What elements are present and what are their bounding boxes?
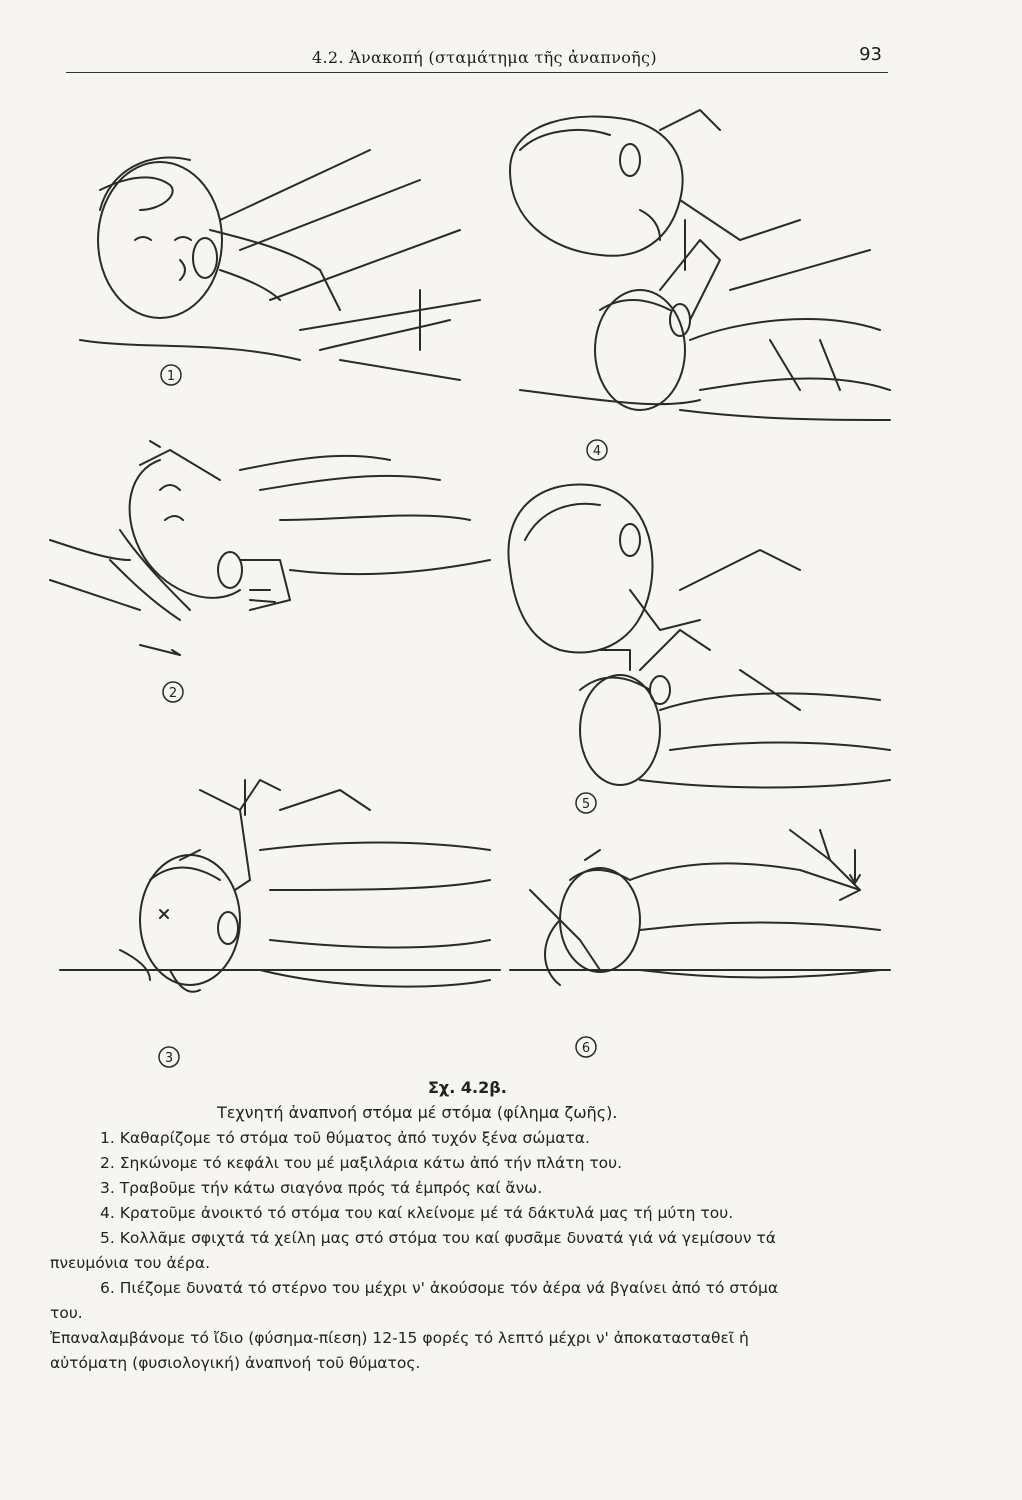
panel-5-drawing xyxy=(508,484,890,787)
step-3: 3. Τραβοῦμε τήν κάτω σιαγόνα πρός τά ἐμπρός καί ἄνω. xyxy=(100,1179,543,1197)
panel-number-6 xyxy=(576,1037,596,1057)
figure-label: Σχ. 4.2β. xyxy=(428,1078,507,1097)
step-5: 5. Κολλᾶμε σφιχτά τά χείλη μας στό στόμα του καί φυσᾶμε δυνατά γιά νά γεμίσουν τά xyxy=(100,1229,776,1247)
repeat-instruction-continued: αὐτόματη (φυσιολογική) ἀναπνοή τοῦ θύματος. xyxy=(50,1354,421,1372)
panel-1-drawing xyxy=(80,150,480,380)
step-1: 1. Καθαρίζομε τό στόμα τοῦ θύματος ἀπό τυχόν ξένα σώματα. xyxy=(100,1129,590,1147)
svg-text:2: 2 xyxy=(168,686,178,701)
svg-text:1: 1 xyxy=(166,369,176,384)
svg-text:4: 4 xyxy=(592,444,602,459)
panel-number-2 xyxy=(163,682,183,702)
panel-6-drawing xyxy=(510,830,890,985)
running-head: 4.2. Ἀνακοπή (σταμάτημα τῆς ἀναπνοῆς) xyxy=(312,48,657,67)
panel-number-1 xyxy=(161,365,181,385)
header-rule xyxy=(66,72,888,73)
step-6: 6. Πιέζομε δυνατά τό στέρνο του μέχρι ν' ἀκούσομε τόν ἀέρα νά βγαίνει ἀπό τό στόμα xyxy=(100,1279,779,1297)
panel-4-drawing xyxy=(510,110,890,420)
svg-text:5: 5 xyxy=(581,797,591,812)
svg-text:6: 6 xyxy=(581,1041,591,1056)
panel-2-drawing xyxy=(50,441,490,655)
step-2: 2. Σηκώνομε τό κεφάλι του μέ μαξιλάρια κάτω ἀπό τήν πλάτη του. xyxy=(100,1154,623,1172)
repeat-instruction: Ἐπαναλαμβάνομε τό ἴδιο (φύσημα-πίεση) 12-15 φορές τό λεπτό μέχρι ν' ἀποκατασταθεῖ ἡ xyxy=(50,1329,749,1347)
step-6-continued: του. xyxy=(50,1304,83,1322)
cpr-illustration xyxy=(40,90,900,1075)
page-number: 93 xyxy=(859,44,882,65)
svg-text:3: 3 xyxy=(164,1051,174,1066)
panel-number-3 xyxy=(159,1047,179,1067)
figure-title: Τεχνητή ἀναπνοή στόμα μέ στόμα (φίλημα ζωῆς). xyxy=(217,1103,618,1122)
step-4: 4. Κρατοῦμε ἀνοικτό τό στόμα του καί κλείνομε μέ τά δάκτυλά μας τή μύτη του. xyxy=(100,1204,734,1222)
step-5-continued: πνευμόνια του ἀέρα. xyxy=(50,1254,211,1272)
panel-number-4 xyxy=(587,440,607,460)
page-header xyxy=(66,44,888,74)
panel-number-5 xyxy=(576,793,596,813)
panel-3-drawing xyxy=(60,780,500,992)
